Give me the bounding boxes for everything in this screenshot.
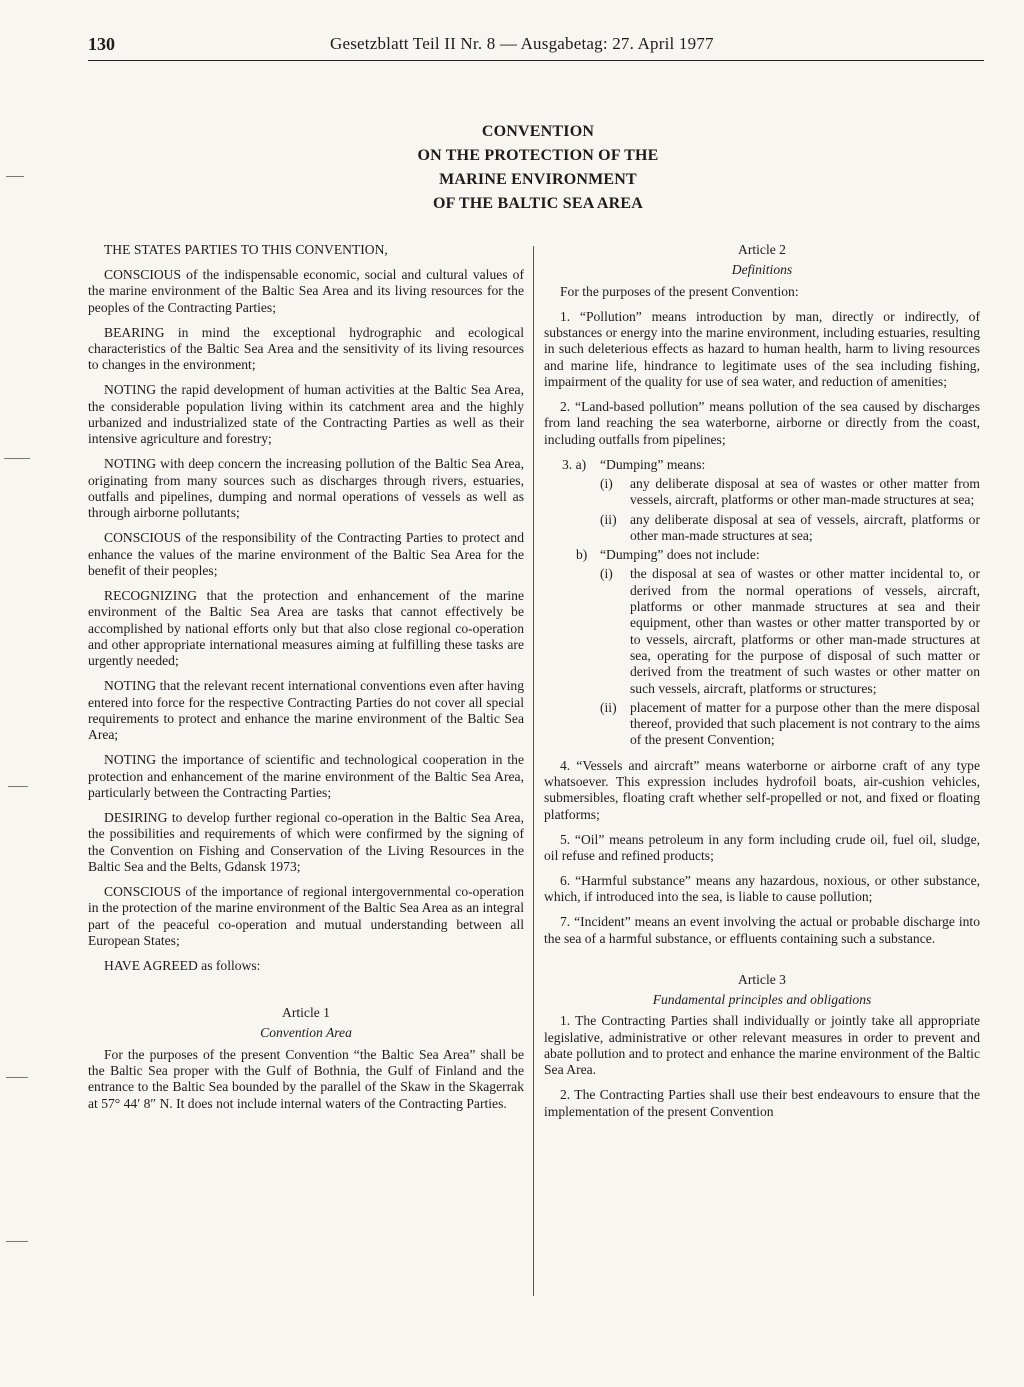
definition-3b-ii	[544, 700, 980, 749]
convention-title	[0, 120, 1024, 216]
title-line: CONVENTION	[481, 123, 595, 140]
article-1-title: Convention Area	[260, 1025, 352, 1041]
item-label: (i)	[600, 475, 613, 491]
item-text: placement of matter for a purpose other than the mere disposal thereof, provided that such placement is not contrary to the aims of the present Convention;	[630, 699, 980, 748]
definition-3b-i	[544, 566, 980, 696]
article-3-title: Fundamental principles and obligations	[652, 992, 872, 1008]
recital: NOTING the importance of scientific and technological cooperation in the protection and enhancement of the marine environment of the Baltic Sea Area, particularly between the Contracting Parties;	[88, 752, 524, 800]
recital: NOTING the rapid development of human activities at the Baltic Sea Area, the considerable population living within its catchment area and the highly urbanized and industrialized state of the Contracting Parties as well as their intensive agriculture and forestry;	[88, 382, 524, 447]
item-text: “Dumping” does not include:	[600, 547, 760, 563]
title-line: OF THE BALTIC SEA AREA	[432, 195, 644, 212]
definition-4: 4. “Vessels and aircraft” means waterborne or airborne craft of any type whatsoever. This expression includes hydrofoil boats, air-cushion vehicles, submersibles, floating craft whether self-propelled or not, and fixed or floating platforms;	[544, 757, 980, 822]
article-2-title: Definitions	[731, 262, 793, 278]
item-label: b)	[576, 547, 588, 563]
definition-3a-ii	[544, 512, 980, 545]
item-label: (ii)	[600, 511, 617, 527]
article-3-paragraph-1: 1. The Contracting Parties shall individually or jointly take all appropriate legislative, administrative or other relevant measures in order to prevent and abate pollution and to protect and enhance the marine environment of the Baltic Sea Area.	[544, 1013, 980, 1078]
item-label: 3. a)	[562, 456, 587, 472]
article-1-text: For the purposes of the present Convention “the Baltic Sea Area” shall be the Baltic Sea proper with the Gulf of Bothnia, the Gulf of Finland and the entrance to the Baltic Sea bounded by the parallel of the Skaw in the Skagerrak at 57° 44′ 8″ N. It does not include internal waters of the Contracting Parties.	[88, 1046, 524, 1111]
right-column	[544, 242, 980, 1129]
margin-mark	[6, 1241, 28, 1242]
recital: NOTING with deep concern the increasing pollution of the Baltic Sea Area, originating from many sources such as discharges through rivers, estuaries, outfalls and pipelines, dumping and normal operations of vessels as well as through airborne pollutants;	[88, 456, 524, 521]
item-text: any deliberate disposal at sea of vessels, aircraft, platforms or other man-made structures at sea;	[630, 511, 980, 543]
definition-5: 5. “Oil” means petroleum in any form including crude oil, fuel oil, sludge, oil refuse and refined products;	[544, 831, 980, 863]
item-text: any deliberate disposal at sea of wastes or other matter from vessels, aircraft, platforms or other man-made structures at sea;	[630, 475, 980, 508]
item-label: (ii)	[600, 699, 617, 715]
margin-mark	[6, 1077, 28, 1078]
definition-3b	[544, 547, 980, 563]
article-2-heading: Article 2	[738, 242, 786, 257]
margin-mark	[4, 458, 30, 459]
page-number: 130	[88, 34, 115, 54]
recital: CONSCIOUS of the responsibility of the Contracting Parties to protect and enhance the values of the marine environment of the Baltic Sea Area for the benefit of their peoples;	[88, 530, 524, 579]
item-label: (i)	[600, 566, 613, 582]
definition-7: 7. “Incident” means an event involving the actual or probable discharge into the sea of a harmful substance, or effluents containing such a substance.	[544, 914, 980, 946]
title-line: MARINE ENVIRONMENT	[439, 171, 637, 188]
margin-mark	[8, 786, 28, 787]
column-divider	[533, 246, 534, 1296]
recital: NOTING that the relevant recent international conventions even after having entered into force for the respective Contracting Parties do not cover all special requirements to protect and enhance the marine environment of the Baltic Sea Area;	[88, 678, 524, 743]
preamble-intro: THE STATES PARTIES TO THIS CONVENTION,	[104, 242, 388, 257]
definition-1: 1. “Pollution” means introduction by man, directly or indirectly, of substances or energy into the marine environment, including estuaries, resulting in such deleterious effects as hazard to human health, harm to living resources and marine life, hindrance to legitimate uses of the sea including fishing, impairment of the quality for use of sea water, and reduction of amenities;	[544, 308, 980, 389]
recital: DESIRING to develop further regional co-operation in the Baltic Sea Area, the possibilities and requirements of which were confirmed by the signing of the Convention on Fishing and Conservation of the Living Resources in the Baltic Sea and the Belts, Gdansk 1973;	[88, 810, 524, 874]
running-head: Gesetzblatt Teil II Nr. 8 — Ausgabetag: 27. April 1977	[330, 34, 714, 53]
recital: RECOGNIZING that the protection and enhancement of the marine environment of the Baltic Sea Area are tasks that cannot effectively be accomplished by national efforts only but that also close regional co-operation and other appropriate international measures aiming at fulfilling these tasks are urgently needed;	[88, 588, 524, 669]
definition-3a-i	[544, 476, 980, 509]
definition-2: 2. “Land-based pollution” means pollution of the sea caused by discharges from land reaching the sea waterborne, airborne or directly from the coast, including outfalls from pipelines;	[544, 398, 980, 447]
item-text: the disposal at sea of wastes or other matter incidental to, or derived from the normal operations of vessels, aircraft, platforms or other manmade structures at sea and their equipment, other than wastes or other matter transported by or to vessels, aircraft, platforms or other man-made structures at sea, operating for the purpose of disposal of such matter or derived from the treatment of such wastes or other matter on such vessels, aircraft, platforms or structures;	[630, 566, 980, 696]
margin-mark	[6, 176, 24, 177]
recital: CONSCIOUS of the importance of regional intergovernmental co-operation in the protection of the marine environment of the Baltic Sea Area as an integral part of the peaceful co-operation and mutual understanding between all European States;	[88, 884, 524, 948]
page-header	[88, 34, 984, 58]
title-line: ON THE PROTECTION OF THE	[417, 147, 659, 164]
article-1-heading: Article 1	[282, 1005, 330, 1021]
definition-6: 6. “Harmful substance” means any hazardous, noxious, or other substance, which, if introduced into the sea, is liable to cause pollution;	[544, 873, 980, 905]
definition-3a	[544, 457, 980, 473]
item-text: “Dumping” means:	[600, 456, 706, 472]
article-3-paragraph-2: 2. The Contracting Parties shall use their best endeavours to ensure that the implementation of the present Convention	[544, 1087, 980, 1119]
article-3-heading: Article 3	[738, 971, 786, 987]
recital: BEARING in mind the exceptional hydrographic and ecological characteristics of the Baltic Sea Area and the sensitivity of its living resources to changes in the environment;	[88, 324, 524, 373]
recital: CONSCIOUS of the indispensable economic, social and cultural values of the marine environment of the Baltic Sea Area and its living resources for the peoples of the Contracting Parties;	[88, 267, 524, 315]
header-rule	[88, 60, 984, 61]
left-column	[88, 242, 524, 1121]
article-2-intro: For the purposes of the present Convention:	[560, 283, 799, 299]
have-agreed: HAVE AGREED as follows:	[104, 958, 261, 974]
